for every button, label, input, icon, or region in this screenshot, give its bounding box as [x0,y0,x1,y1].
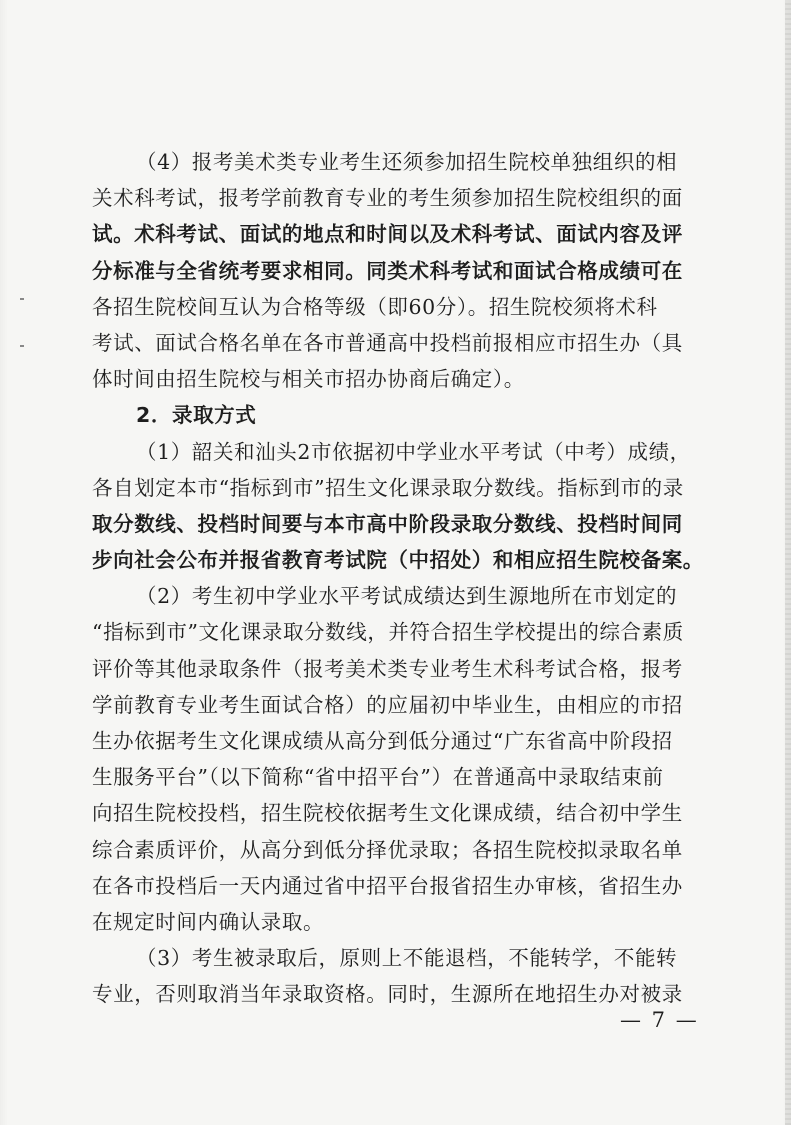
text-line: 各招生院校间互认为合格等级（即60分）。招生院校须将术科 [92,294,658,319]
text-line: 分标准与全省统考要求相同。同类术科考试和面试合格成绩可在 [92,258,683,283]
text-line: （4）报考美术类专业考生还须参加招生院校单独组织的相 [136,150,678,174]
text-line: （2）考生初中学业水平考试成绩达到生源地所在市划定的 [136,584,678,609]
text-line: 在各市投档后一天内通过省中招平台报省招生办审核，省招生办 [92,873,683,898]
text-line: 在规定时间内确认录取。 [92,909,325,934]
text-line: “指标到市”文化课录取分数线，并符合招生学校提出的综合素质 [92,620,684,645]
text-line: 生服务平台”（以下简称“省中招平台”）在普通高中录取结束前 [92,765,664,790]
text-line: 学前教育专业考生面试合格）的应届初中毕业生，由相应的市招 [92,692,683,717]
document-body [92,144,704,1013]
text-line: 取分数线、投档时间要与本市高中阶段录取分数线、投档时间同 [92,511,683,536]
text-line: 生办依据考生文化课成绩从高分到低分通过“广东省高中阶段招 [92,729,673,753]
text-line: 综合素质评价，从高分到低分择优录取；各招生院校拟录取名单 [92,837,683,862]
text-line: 试。术科考试、面试的地点和时间以及术科考试、面试内容及评 [92,222,683,247]
page-number: — 7 — [620,1008,699,1032]
text-line: 关术科考试，报考学前教育专业的考生须参加招生院校组织的面 [92,186,683,211]
text-line: 步向社会公布并报省教育考试院（中招处）和相应招生院校备案。 [92,548,704,573]
scan-mark [20,298,24,300]
text-line: 体时间由招生院校与相关市招办协商后确定）。 [92,367,525,392]
text-line: （1）韶关和汕头2市依据初中学业水平考试（中考）成绩， [136,439,691,464]
text-line: 考试、面试合格名单在各市普通高中投档前报相应市招生办（具 [92,330,683,355]
scan-edge [785,0,791,1125]
scan-mark [20,345,24,347]
text-line: 专业，否则取消当年录取资格。同时，生源所在地招生办对被录 [92,982,683,1007]
section-heading: 2．录取方式 [136,403,257,428]
text-line: 评价等其他录取条件（报考美术类专业考生术科考试合格，报考 [92,656,683,681]
text-line: 向招生院校投档，招生院校依据考生文化课成绩，结合初中学生 [92,801,683,826]
text-line: （3）考生被录取后，原则上不能退档，不能转学，不能转 [136,946,678,971]
text-line: 各自划定本市“指标到市”招生文化课录取分数线。指标到市的录 [92,475,684,500]
